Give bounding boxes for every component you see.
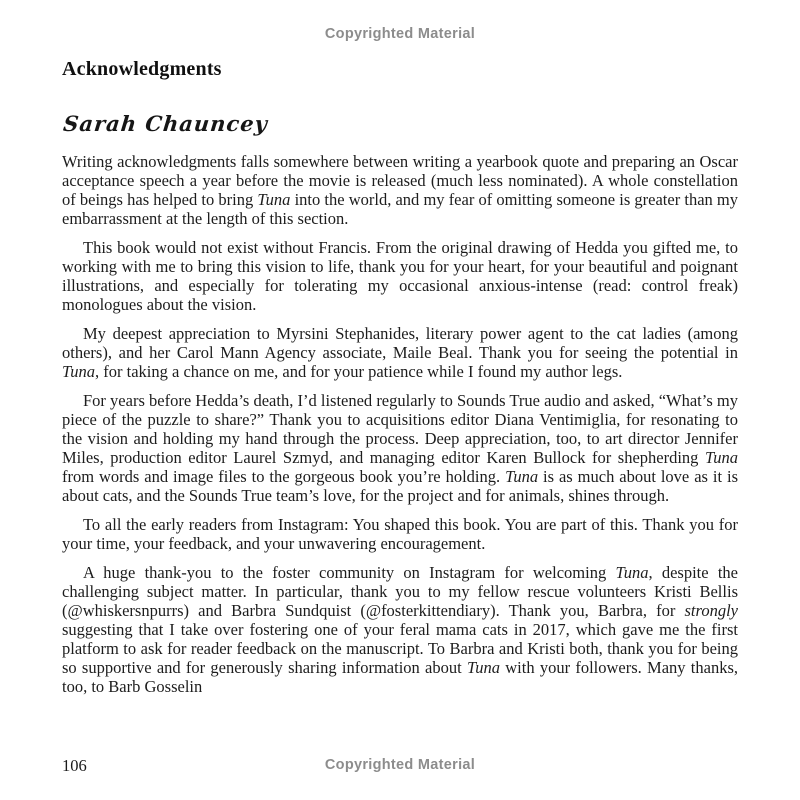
page-content — [62, 58, 738, 696]
italic-text: Tuna — [62, 362, 96, 381]
paragraph — [62, 152, 738, 228]
paragraph — [62, 563, 738, 696]
bottom-copyright-banner: Copyrighted Material — [324, 757, 476, 773]
text-segment: My deepest appreciation to Myrsini Stephanides, literary power agent to the cat ladies (among others), and her Carol Mann Agency associate, Maile Beal. Thank you for seeing the potential in — [62, 324, 738, 362]
paragraph — [62, 515, 738, 553]
text-segment: , despite the challenging subject matter. In particular, thank you to my fellow rescue volunteers Kristi Bellis (@whiskersnpurrs) and Barbra Sundquist (@fosterkittendiary). Thank you, Barbra, for — [62, 563, 738, 620]
page-number: 106 — [62, 756, 87, 775]
italic-text: Tuna — [466, 658, 500, 677]
top-copyright-banner: Copyrighted Material — [324, 26, 476, 42]
paragraph — [62, 391, 738, 505]
text-segment: A huge thank-you to the foster community on Instagram for welcoming — [83, 563, 616, 582]
text-segment: into the world, and my fear of omitting someone is greater than my embarrassment at the length of this section. — [62, 190, 738, 228]
italic-text: strongly — [684, 601, 738, 620]
paragraph — [62, 324, 738, 381]
page-title: Acknowledgments — [62, 58, 222, 80]
text-segment: suggesting that I take over fostering one of your feral mama cats in 2017, which gave me the first platform to ask for reader feedback on the manuscript. To Barbra and Kristi both, thank you for being so supportive and for generously sharing information about — [62, 620, 738, 677]
text-segment: is as much about love as it is about cats, and the Sounds True team’s love, for the project and for animals, shines through. — [62, 467, 738, 505]
text-segment: To all the early readers from Instagram: You shaped this book. You are part of this. Thank you for your time, your feedback, and your unwavering encouragement. — [62, 515, 738, 553]
italic-text: Tuna — [704, 448, 738, 467]
text-segment: from words and image files to the gorgeous book you’re holding. — [62, 467, 506, 486]
text-segment: Writing acknowledgments falls somewhere between writing a yearbook quote and preparing an Oscar acceptance speech a year before the movie is released (much less nominated). A whole constellation of beings has helped to bring — [62, 152, 738, 209]
paragraph — [62, 238, 738, 314]
text-segment: , for taking a chance on me, and for your patience while I found my author legs. — [95, 362, 623, 381]
italic-text: Tuna — [615, 563, 649, 582]
italic-text: Tuna — [505, 467, 539, 486]
italic-text: Tuna — [257, 190, 291, 209]
paragraphs — [62, 152, 738, 696]
text-segment: For years before Hedda’s death, I’d listened regularly to Sounds True audio and asked, “What’s my piece of the puzzle to share?” Thank you to acquisitions editor Diana Ventimiglia, for resonating to the vision and holding my hand through the process. Deep appreciation, too, to art director Jennifer Miles, production editor Laurel Szmyd, and managing editor Karen Bullock for shepherding — [62, 391, 738, 467]
author-signature: Sarah Chauncey — [62, 111, 270, 136]
text-segment: with your followers. Many thanks, too, to Barb Gosselin — [62, 658, 738, 696]
text-segment: This book would not exist without Francis. From the original drawing of Hedda you gifted me, to working with me to bring this vision to life, thank you for your heart, for your beautiful and poignant illustrations, and especially for tolerating my occasional anxious-intense (read: control freak) monologues about the vision. — [62, 238, 738, 314]
